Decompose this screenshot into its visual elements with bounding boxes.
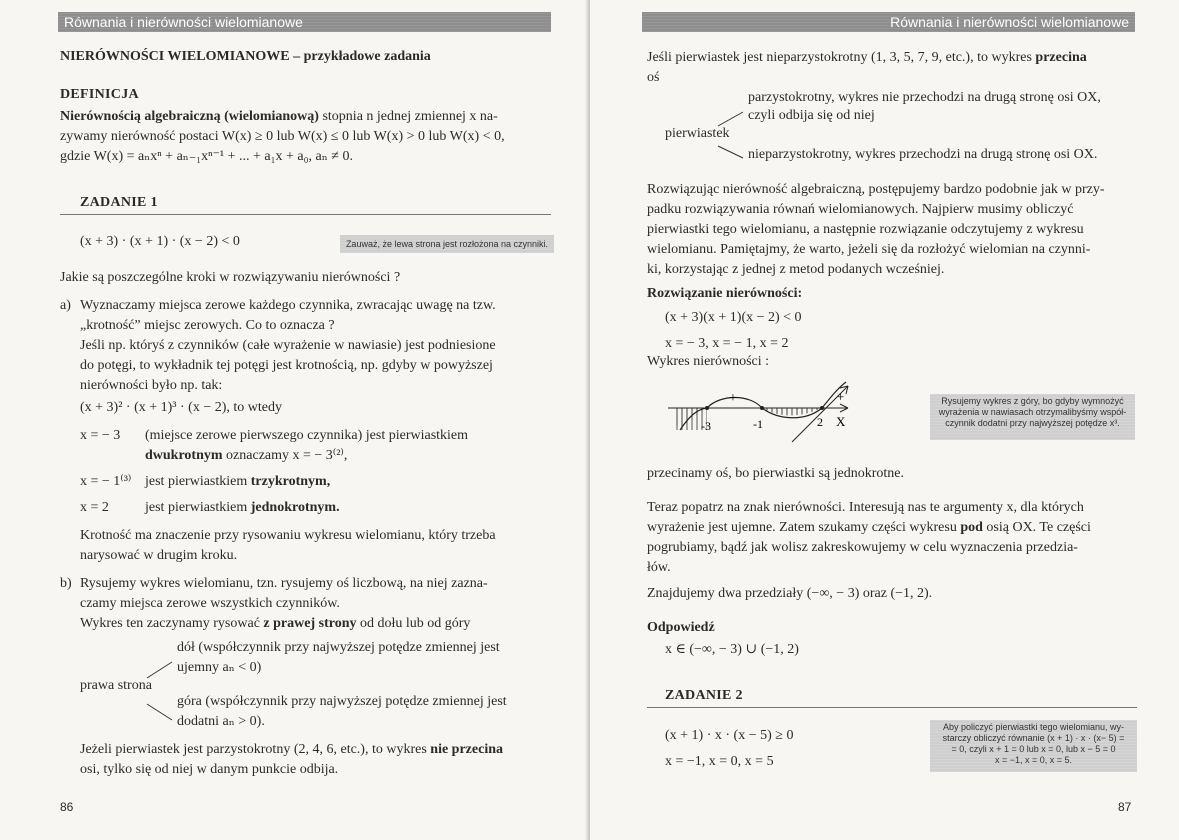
graph-note-line-3: czynnik dodatni przy najwyższej potędze x³.: [945, 418, 1120, 428]
step-b-line-3-start: Wykres ten zaczynamy rysować: [80, 616, 264, 631]
root-dot--1: [760, 406, 764, 410]
task2-rule: [647, 707, 1137, 708]
even-line-2: osi, tylko się od niej w danym punkcie odbija.: [80, 762, 339, 777]
root2-bold: trzykrotnym,: [250, 474, 331, 489]
step-b-line-3-end: od dołu lub od góry: [356, 616, 471, 631]
solution-heading: Rozwiązanie nierówności:: [647, 286, 803, 301]
even-line-1: [80, 740, 503, 760]
sign-line-2-bold: pod: [960, 520, 983, 535]
branch-even-line-1: parzystokrotny, wykres nie przechodzi na drugą stronę osi OX,: [748, 90, 1101, 105]
step-a-line-4: do potęgi, to wykładnik tej potęgi jest krotnością, np. gdyby w powyższej: [80, 358, 493, 373]
x-axis-arrowhead-bottom: [840, 408, 848, 412]
task1-note: Zauważ, że lewa strona jest rozłożona na czynniki.: [340, 235, 554, 253]
sign-line-3: pogrubiamy, bądź jak wolisz zakreskowujemy w celu wyznaczenia przedzia-: [647, 540, 1078, 555]
right-page: [590, 0, 1179, 840]
cross-line: przecinamy oś, bo pierwiastki są jednokrotne.: [647, 466, 904, 481]
right-header-text: Równania i nierówności wielomianowe: [890, 14, 1129, 30]
task2-heading: ZADANIE 2: [665, 688, 743, 703]
sign-line-2: [647, 518, 1091, 538]
plus-sign-middle: +: [729, 391, 737, 406]
branch-up-line-2: dodatni aₙ > 0).: [177, 714, 265, 729]
branch-arrow-down: [147, 662, 172, 678]
para-line-4: wielomianu. Pamiętajmy, że warto, jeżeli się da rozłożyć wielomian na czynni-: [647, 242, 1091, 257]
x-axis-arrowhead-top: [840, 404, 848, 408]
branch-odd-line: nieparzystokrotny, wykres przechodzi na drugą stronę osi OX.: [748, 147, 1098, 162]
root-dot--3: [705, 406, 709, 410]
branch-origin: prawa strona: [80, 678, 152, 693]
definition-line-3: gdzie W(x) = aₙxⁿ + aₙ₋₁xⁿ⁻¹ + ... + a₁x + a₀, aₙ ≠ 0.: [60, 149, 353, 164]
branch-down-line-2: ujemny aₙ < 0): [177, 660, 262, 675]
definition-line-2: zywamy nierówność postaci W(x) ≥ 0 lub W(x) ≤ 0 lub W(x) > 0 lub W(x) < 0,: [60, 129, 505, 144]
sign-line-1: Teraz popatrz na znak nierówności. Interesują nas te argumenty x, dla których: [647, 500, 1084, 515]
branch-down-line-1: dół (współczynnik przy najwyższej potędze zmiennej jest: [177, 640, 500, 655]
step-b-label: b): [60, 576, 72, 591]
sign-line-2-end: osią OX. Te części: [982, 520, 1091, 535]
root-label-2: 2: [817, 415, 823, 429]
multiplicity-line-1: Krotność ma znaczenie przy rysowaniu wykresu wielomianu, który trzeba: [80, 528, 496, 543]
root-label--1: -1: [753, 417, 763, 431]
task2-note-line-3: = 0, czyli x + 1 = 0 lub x = 0, lub x − 5 = 0: [951, 744, 1116, 754]
graph-caption: Wykres nierówności :: [647, 354, 770, 369]
graph-note: [930, 394, 1135, 440]
root-label--3: -3: [701, 419, 711, 433]
right-page-number: 87: [1118, 800, 1132, 814]
multiplicity-line-2: narysować w drugim kroku.: [80, 548, 238, 563]
task2-note-line-1: Aby policzyć pierwiastki tego wielomianu, wy-: [942, 722, 1125, 732]
sign-line-2-start: wyrażenie jest ujemne. Zatem szukamy części wykresu: [647, 520, 961, 535]
solution-inequality: (x + 3)(x + 1)(x − 2) < 0: [665, 310, 802, 325]
task2-inequality: (x + 1) · x · (x − 5) ≥ 0: [665, 728, 794, 743]
negative-region-middle: [762, 408, 822, 416]
answer: x ∈ (−∞, − 3) ∪ (−1, 2): [665, 642, 799, 657]
root3-desc: jest pierwiastkiem: [145, 500, 251, 515]
root3-value: x = 2: [80, 500, 109, 515]
step-a-line-1: Wyznaczamy miejsca zerowe każdego czynnika, zwracając uwagę na tzw.: [80, 298, 496, 313]
step-a-label: a): [60, 298, 71, 313]
definition-term: Nierównością algebraiczną (wielomianową): [60, 109, 319, 124]
branch-even-line-2: czyli odbija się od niej: [748, 108, 875, 123]
odd-line-2: oś: [647, 70, 660, 85]
task1-inequality: (x + 3) · (x + 1) · (x − 2) < 0: [80, 234, 240, 249]
even-line-1-bold: nie przecina: [430, 742, 504, 757]
odd-line-1-start: Jeśli pierwiastek jest nieparzystokrotny (1, 3, 5, 7, 9, etc.), to wykres: [647, 50, 1036, 65]
odd-line-1-bold: przecina: [1035, 50, 1087, 65]
root2-value: x = − 1⁽³⁾: [80, 474, 132, 489]
task2-note: [930, 720, 1137, 772]
root1-desc: (miejsce zerowe pierwszego czynnika) jest pierwiastkiem: [145, 428, 469, 443]
left-page-number: 86: [60, 800, 74, 814]
graph-note-line-2: wyrażenia w nawiasach otrzymalibyśmy współ-: [938, 407, 1127, 417]
root-dot-2: [820, 406, 824, 410]
root3-bold: jednokrotnym.: [250, 500, 340, 515]
left-header-text: Równania i nierówności wielomianowe: [64, 14, 303, 30]
task2-roots: x = −1, x = 0, x = 5: [665, 754, 774, 769]
left-page: [0, 0, 589, 840]
step-a-line-2: „krotność” miejsc zerowych. Co to oznacza ?: [80, 318, 335, 333]
sign-line-4: łów.: [647, 560, 671, 575]
definition-heading: DEFINICJA: [60, 87, 139, 102]
branch-origin-right: pierwiastek: [665, 126, 730, 141]
branch-arrows-left: [0, 0, 589, 840]
task2-note-line-4: x = −1, x = 0, x = 5.: [994, 755, 1073, 765]
even-line-1-start: Jeżeli pierwiastek jest parzystokrotny (2, 4, 6, etc.), to wykres: [80, 742, 431, 757]
root1-bold: dwukrotnym: [145, 448, 223, 463]
para-line-5: ki, korzystając z jednej z metod podanych wcześniej.: [647, 262, 945, 277]
solution-roots: x = − 3, x = − 1, x = 2: [665, 336, 789, 351]
axis-label-x: X: [836, 414, 846, 429]
step-b-line-1: Rysujemy wykres wielomianu, tzn. rysujemy oś liczbową, na niej zazna-: [80, 576, 488, 591]
intervals-line: Znajdujemy dwa przedziały (−∞, − 3) oraz (−1, 2).: [647, 586, 933, 601]
task1-heading: ZADANIE 1: [80, 195, 158, 210]
step-b-line-2: czamy miejsca zerowe wszystkich czynników.: [80, 596, 340, 611]
task2-note-line-2: starczy obliczyć równanie (x + 1) · x · (x− 5) =: [942, 733, 1125, 743]
para-line-2: padku rozwiązywania równań wielomianowych. Najpierw musimy obliczyć: [647, 202, 1074, 217]
title-bold: NIERÓWNOŚCI WIELOMIANOWE: [60, 49, 290, 64]
title-rest: – przykładowe zadania: [289, 49, 431, 64]
step-a-line-5: nierówności było np. tak:: [80, 378, 223, 393]
branch-up-line-1: góra (współczynnik przy najwyższej potędze zmiennej jest: [177, 694, 507, 709]
root2-desc: jest pierwiastkiem: [145, 474, 251, 489]
para-line-1: Rozwiązując nierówność algebraiczną, postępujemy bardzo podobnie jak w przy-: [647, 182, 1105, 197]
step-b-line-3-bold: z prawej strony: [263, 616, 357, 631]
step-a-line-3: Jeśli np. któryś z czynników (całe wyrażenie w nawiasie) jest podniesione: [80, 338, 496, 353]
graph-note-line-1: Rysujemy wykres z góry, bo gdyby wymnożyć: [941, 396, 1124, 406]
root1-value: x = − 3: [80, 428, 121, 443]
example-expression: (x + 3)² · (x + 1)³ · (x − 2), to wtedy: [80, 400, 282, 415]
root1-rest: oznaczamy x = − 3⁽²⁾,: [222, 448, 348, 463]
definition-line-1-rest: stopnia n jednej zmiennej x na-: [318, 109, 498, 124]
plus-sign-right: +: [837, 389, 845, 404]
answer-heading: Odpowiedź: [647, 620, 715, 635]
question-line: Jakie są poszczególne kroki w rozwiązywaniu nierówności ?: [60, 270, 401, 285]
branch-arrow-up: [147, 704, 172, 720]
para-line-3: pierwiastki tego wielomianu, a następnie rozwiązanie odczytujemy z wykresu: [647, 222, 1084, 237]
